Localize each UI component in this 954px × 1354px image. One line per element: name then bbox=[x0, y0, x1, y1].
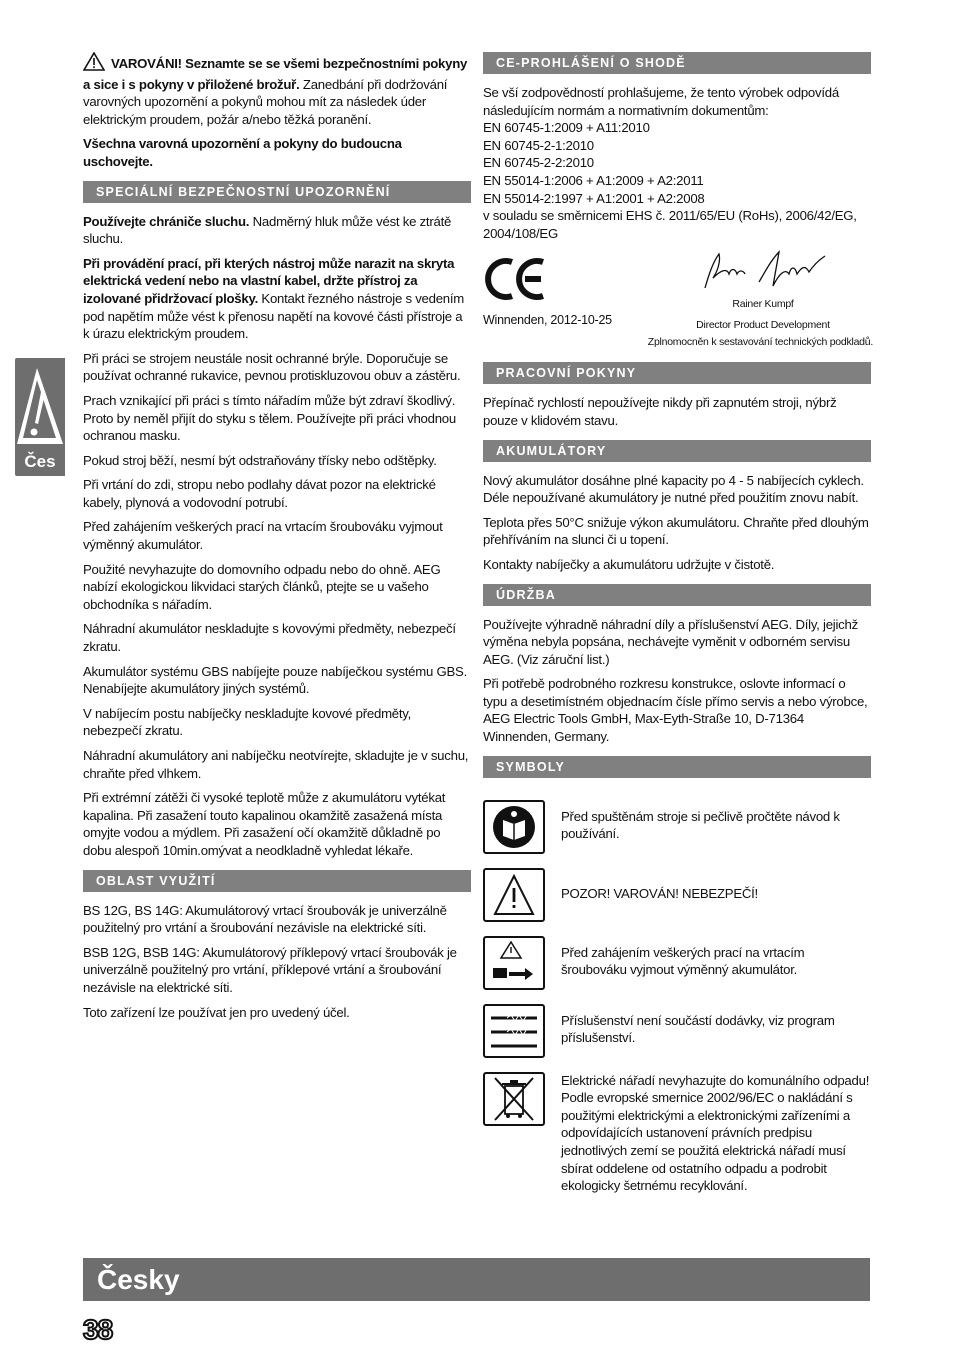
safety-paragraph: Akumulátor systému GBS nabíjejte pouze nabíječkou systému GBS. Nenabíjejte akumulátory jiných systémů. bbox=[83, 663, 467, 697]
standard-item: EN 55014-2:1997 + A1:2001 + A2:2008 bbox=[483, 190, 705, 206]
right-column bbox=[483, 52, 871, 1212]
symbol-text: POZOR! VAROVÁN! NEBEZPEČÍ! bbox=[561, 885, 758, 901]
warning-triangle-icon bbox=[83, 52, 105, 76]
symbol-text: Elektrické nářadí nevyhazujte do komunálního odpadu! Podle evropské smernice 2002/96/EC o nakládání s použitými elektrickými a elektronickými zařízeními a odpovídajících ustanovení právních predpisu jednotlivých zemí se použitá elektrická nářadí musí sbírat oddelene od ostatního odpadu a podrobit ekologicky šetrnému recyklování. bbox=[561, 1072, 870, 1194]
ce-signature-block bbox=[483, 248, 871, 348]
language-footer-bar: Česky bbox=[83, 1258, 870, 1301]
standard-item: EN 60745-2-2:2010 bbox=[483, 155, 594, 171]
safety-paragraph: Prach vznikající při práci s tímto nářadím může být zdraví škodlivý. Proto by neměl přijít do styku s tělem. Používejte při práci vhodnou ochranou masku. bbox=[83, 392, 456, 444]
symbol-row bbox=[483, 800, 871, 868]
remove-battery-icon bbox=[483, 936, 545, 990]
section-title-batteries: AKUMULÁTORY bbox=[483, 440, 871, 462]
hearing-bold: Používejte chrániče sluchu. bbox=[83, 213, 250, 229]
keep-instructions-text: Všechna varovná upozornění a pokyny do budoucna uschovejte. bbox=[83, 136, 402, 169]
left-column bbox=[83, 52, 471, 1028]
keep-instructions bbox=[83, 135, 471, 170]
safety-paragraph: Při vrtání do zdi, stropu nebo podlahy dávat pozor na elektrické kabely, plynová a vodovodní potrubí. bbox=[83, 477, 436, 510]
ce-intro: Se vší zodpovědností prohlašujeme, že tento výrobek odpovídá následujícím normám a normativním dokumentům: bbox=[483, 85, 839, 118]
symbol-row bbox=[483, 1004, 871, 1072]
warning-text: Zanedbání při dodržování varovných upozornění a pokynů mohou mít za následek úder elektrickým proudem, požár a/nebo těžká poranění. bbox=[83, 76, 448, 127]
ce-directives: v souladu se směrnicemi EHS č. 2011/65/EU (RoHs), 2006/42/EG, 2004/108/EG bbox=[483, 208, 857, 241]
read-manual-icon bbox=[483, 800, 545, 854]
hidden-wiring-bold: Při provádění prací, při kterých nástroj může narazit na skryta elektrická vedení nebo na vlastní kabel, držte přístroj za izolované přidržovací plošky. bbox=[83, 255, 455, 306]
symbol-text: Před spuštěnám stroje si pečlivě pročtěte návod k používání. bbox=[561, 808, 840, 842]
standard-item: EN 60745-2-1:2010 bbox=[483, 137, 594, 153]
symbol-row bbox=[483, 1072, 871, 1212]
ce-mark-icon bbox=[485, 256, 549, 302]
usage-paragraph: BS 12G, BS 14G: Akumulátorový vrtací šroubovák je univerzálně použitelný pro vrtání a šroubování nezávisle na elektrické síti. bbox=[83, 902, 447, 936]
general-warning bbox=[83, 52, 471, 128]
handwritten-signature bbox=[699, 248, 829, 294]
section-title-usage: OBLAST VYUŽITÍ bbox=[83, 870, 471, 892]
section-title-maintenance: ÚDRŽBA bbox=[483, 584, 871, 606]
work-instructions-text: Přepínač rychlostí nepoužívejte nikdy při zapnutém stroji, nýbrž pouze v klidovém stavu. bbox=[483, 395, 837, 428]
safety-paragraph: Náhradní akumulátor neskladujte s kovovými předměty, nebezpečí zkratu. bbox=[83, 621, 456, 655]
hidden-wiring-text: Kontakt řezného nástroje s vedením pod napětím může vést k přenosu napětí na kovové části přístroje a k úrazu elektrickým proudem. bbox=[83, 290, 465, 342]
language-side-tab bbox=[15, 358, 65, 476]
section-title-symbols: SYMBOLY bbox=[483, 756, 871, 778]
accessories-icon bbox=[483, 1004, 545, 1058]
symbol-row bbox=[483, 936, 871, 1004]
usage-paragraph: BSB 12G, BSB 14G: Akumulátorový příklepový vrtací šroubovák je univerzálně použitelný pro vrtání, příklepové vrtání a šroubování nezávisle na elektrické síti. bbox=[83, 944, 457, 995]
signer-authorization: Zplnomocněn k sestavování technických podkladů. bbox=[647, 336, 873, 349]
side-tab-label: Čes bbox=[24, 452, 56, 471]
warning-exclamation-icon bbox=[15, 362, 65, 452]
maintenance-paragraph: Používejte výhradně náhradní díly a příslušenství AEG. Díly, jejichž výměna nebyla popsána, nechávejte vyměnit v odborném servisu AEG. (Viz záruční list.) bbox=[483, 616, 858, 667]
safety-paragraph: Použité nevyhazujte do domovního odpadu nebo do ohně. AEG nabízí ekologickou likvidaci starých článků, ptejte se u vašeho obchodníka s nářadím. bbox=[83, 561, 441, 612]
safety-paragraph: Při extrémní zátěži či vysoké teplotě může z akumulátoru vytékat kapalina. Při zasažení touto kapalinou okamžitě zasažená místa omyjte vodou a mýdlem. Při zasažení očí okamžitě důkladně po dobu alespoň 10min.omývat a neodkladně vyhledat lékaře. bbox=[83, 790, 446, 858]
standard-item: EN 55014-1:2006 + A1:2009 + A2:2011 bbox=[483, 172, 704, 188]
maintenance-paragraph: Při potřebě podrobného rozkresu konstrukce, oslovte informací o typu a desetimístném objednacím čísle přímo servis a nebo výrobce, AEG Electric Tools GmbH, Max-Eyth-Straße 10, D-71364 Winnenden, Germany. bbox=[483, 676, 868, 745]
weee-bin-icon bbox=[483, 1072, 545, 1126]
section-title-special-safety: SPECIÁLNÍ BEZPEČNOSTNÍ UPOZORNĚNÍ bbox=[83, 181, 471, 203]
battery-paragraph: Kontakty nabíječky a akumulátoru udržujte v čistotě. bbox=[483, 556, 775, 572]
safety-paragraph: Při práci se strojem neustále nosit ochranné brýle. Doporučuje se používat ochranné rukavice, pevnou protiskluzovou obuv a zástěru. bbox=[83, 350, 461, 384]
symbol-text: Příslušenství není součástí dodávky, viz program příslušenství. bbox=[561, 1012, 835, 1046]
hearing-text: Nadměrný hluk může vést ke ztrátě sluchu. bbox=[83, 213, 452, 247]
safety-paragraph: V nabíjecím postu nabíječky neskladujte kovové předměty, nebezpečí zkratu. bbox=[83, 705, 412, 739]
warning-triangle-icon bbox=[483, 868, 545, 922]
section-title-work-instructions: PRACOVNÍ POKYNY bbox=[483, 362, 871, 384]
signer-name: Rainer Kumpf bbox=[732, 298, 794, 311]
hidden-wiring-para bbox=[83, 255, 471, 343]
ce-declaration-text bbox=[483, 84, 871, 242]
warning-bold-text: VAROVÁNI! Seznamte se se všemi bezpečnostními pokyny a sice i s pokyny v přiložené brožuř. bbox=[83, 56, 468, 92]
safety-paragraph: Před zahájením veškerých prací na vrtacím šroubováku vyjmout výměnný akumulátor. bbox=[83, 519, 443, 553]
page-number: 38 bbox=[83, 1314, 113, 1345]
hearing-protection-para bbox=[83, 213, 471, 248]
standard-item: EN 60745-1:2009 + A11:2010 bbox=[483, 120, 650, 136]
usage-paragraph: Toto zařízení lze používat jen pro uvedený účel. bbox=[83, 1004, 350, 1020]
signer-role: Director Product Development bbox=[696, 319, 830, 332]
place-date: Winnenden, 2012-10-25 bbox=[483, 313, 612, 328]
section-title-ce-declaration: CE-PROHLÁŠENÍ O SHODĚ bbox=[483, 52, 871, 74]
symbol-text: Před zahájením veškerých prací na vrtacím šroubováku vyjmout výměnný akumulátor. bbox=[561, 944, 805, 978]
battery-paragraph: Teplota přes 50°C snižuje výkon akumulátoru. Chraňte před dlouhým přehříváním na slunci či u topení. bbox=[483, 514, 869, 548]
battery-paragraph: Nový akumulátor dosáhne plné kapacity po 4 - 5 nabíjecích cyklech. Déle nepoužívané akumulátory je nutné před použitím znovu nabít. bbox=[483, 472, 864, 506]
safety-paragraph: Pokud stroj běží, nesmí být odstraňovány třísky nebo odštěpky. bbox=[83, 452, 437, 468]
safety-paragraph: Náhradní akumulátory ani nabíječku neotvírejte, skladujte je v suchu, chraňte před vlhkem. bbox=[83, 748, 469, 781]
symbol-row bbox=[483, 868, 871, 936]
